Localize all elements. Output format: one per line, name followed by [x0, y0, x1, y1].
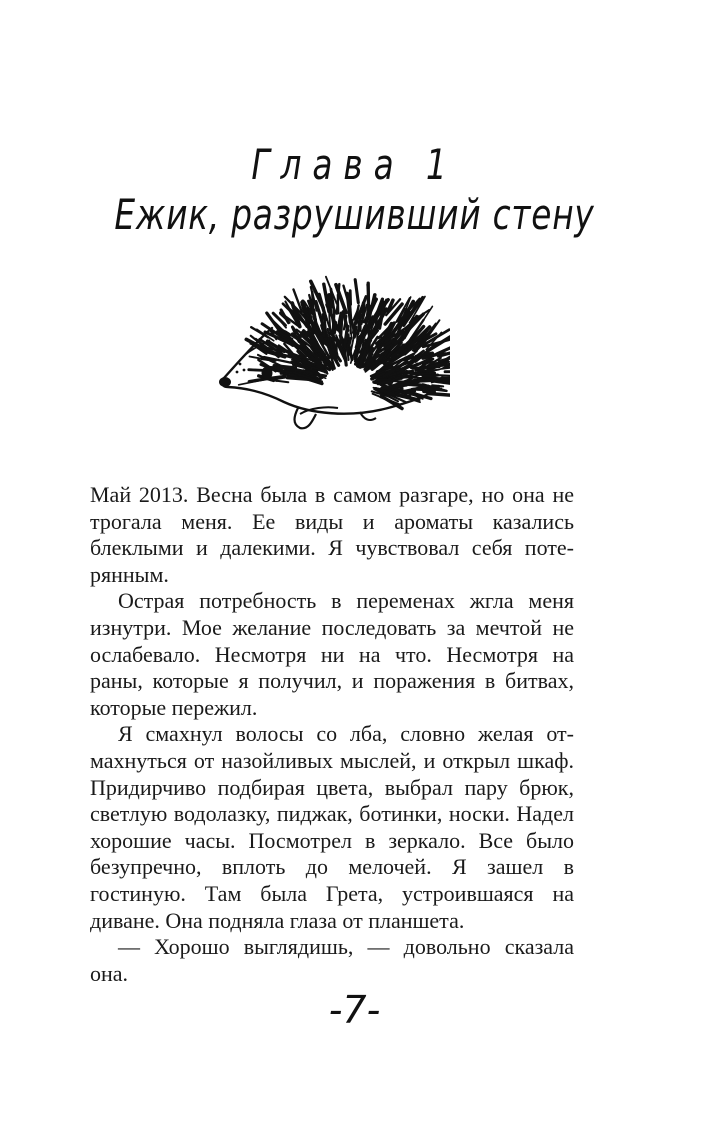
chapter-number: Глава 1: [251, 140, 458, 189]
paragraph: Острая потребность в переменах жгла меня изнутри. Мое желание последовать за мечтой не ослабевало. Несмотря ни на что. Несмотря на раны, которые я получил, и поражения в битвах, которые пережил.: [90, 588, 574, 720]
paragraph: — Хорошо выглядишь, — довольно сказала она.: [90, 934, 574, 986]
hedgehog-spike: [378, 382, 391, 383]
hedgehog-spike: [432, 385, 443, 386]
hedgehog-spike: [355, 327, 356, 337]
chapter-title: Ежик, разрушивший стену: [114, 190, 595, 239]
hedgehog-spike: [324, 325, 325, 336]
hedgehog-spike: [401, 378, 427, 379]
hedgehog-icon: [210, 248, 450, 443]
hedgehog-spike: [442, 378, 450, 379]
page-number: -7-: [328, 988, 381, 1032]
paragraph: Я смахнул волосы со лба, словно желая отмахнуться от назойливых мыслей, и открыл шкаф. Придирчиво подбирая цвета, выбрал пару брюк, светлую водолазку, пиджак, ботинки, носки. Надел хорошие часы. Посмотрел в зеркало. Все было безупречно, вплоть до мелочей. Я зашел в гостиную. Там была Грета, устроившаяся на диване. Она подняла глаза от планшета.: [90, 721, 574, 933]
body-text: [90, 482, 574, 987]
paragraph: Май 2013. Весна была в самом разгаре, но она не трогала меня. Ее виды и ароматы казались блеклыми и далекими. Я чувствовал себя потерянным.: [90, 482, 574, 587]
hedgehog-spike: [376, 317, 377, 328]
hedgehog-spike: [355, 280, 358, 303]
hedgehog-spike: [377, 379, 401, 380]
hedgehog-spike: [335, 322, 336, 333]
hedgehog-spike: [312, 292, 313, 313]
hedgehog-spike: [422, 385, 433, 387]
hedgehog-spike: [341, 314, 343, 343]
hedgehog-spike: [423, 375, 437, 377]
hedgehog-spike: [355, 348, 356, 359]
hedgehog-spike: [438, 375, 450, 376]
